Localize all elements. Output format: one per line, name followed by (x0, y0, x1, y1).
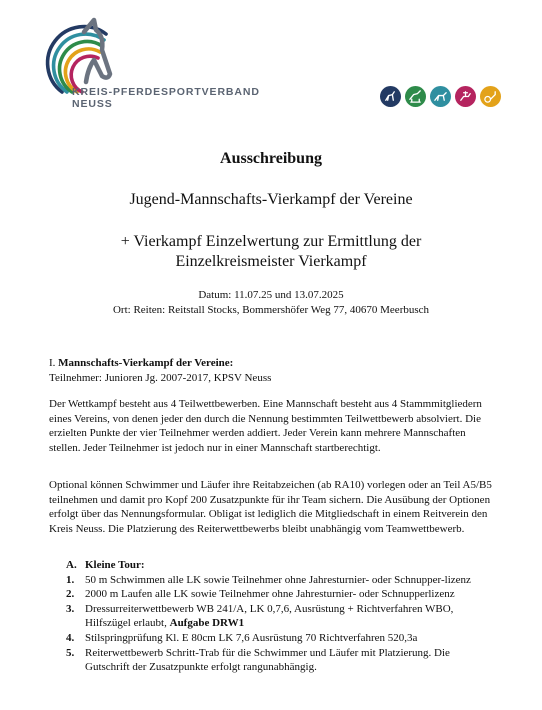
list-item (66, 602, 496, 631)
event-subtitle: Jugend-Mannschafts-Vierkampf der Vereine (129, 191, 413, 208)
list-number: 2. (66, 588, 75, 601)
list-item-text-plain: Dressurreiterwettbewerb WB 241/A, LK 0,7,6, Ausrüstung + Richtverfahren WBO, Hilfszügel erlaubt, (85, 602, 454, 630)
list-marker: A. (66, 559, 77, 571)
section-header (49, 356, 499, 385)
tour-list (66, 558, 496, 675)
vaulting-icon (455, 86, 476, 107)
org-name-line1: KREIS-PFERDESPORTVERBAND (72, 86, 260, 98)
discipline-icons (380, 86, 501, 107)
list-item-text: Stilspringprüfung Kl. E 80cm LK 7,6 Ausrüstung 70 Richtverfahren 520,3a (85, 631, 418, 644)
list-number: 3. (66, 602, 75, 615)
driving-icon (480, 86, 501, 107)
list-item (66, 573, 496, 588)
org-name-line2: NEUSS (72, 98, 113, 110)
dressage-icon (380, 86, 401, 107)
document-title: Ausschreibung (220, 150, 322, 167)
eventing-icon (430, 86, 451, 107)
list-number: 4. (66, 631, 75, 644)
event-date: Datum: 11.07.25 und 13.07.2025 (198, 289, 344, 301)
event-subtitle-secondary (0, 232, 542, 272)
list-item-text-bold: Aufgabe DRW1 (169, 617, 245, 630)
jumping-icon (405, 86, 426, 107)
event-meta (0, 288, 542, 318)
section-number: I. (49, 357, 59, 369)
list-item-text: Reiterwettbewerb Schritt-Trab für die Schwimmer und Läufer mit Platzierung. Die Gutschrift der Zusatzpunkte erfolgt rangunabhängig. (85, 646, 450, 674)
list-number: 1. (66, 573, 75, 586)
paragraph-text: Optional können Schwimmer und Läufer ihre Reitabzeichen (ab RA10) vorlegen oder an Teil A5/B5 teilnehmen und damit pro Kopf 200 Zusatzpunkte für ihr Team sichern. Die Ausübung der Optionen erfolgt über das Nennungsformular. Obligat ist lediglich die Mitgliedschaft in einem Reitverein den Kreis Neuss. Die Platzierung des Reiterwettbewerbs bleibt unabhängig vom Teamwettbewerb. (49, 479, 492, 535)
paragraph-rules (49, 397, 499, 455)
tour-heading-row (66, 558, 496, 573)
list-item-text: 2000 m Laufen alle LK sowie Teilnehmer ohne Jahresturnier- oder Schnupperlizenz (85, 588, 455, 601)
subtitle-line1: + Vierkampf Einzelwertung zur Ermittlung der (120, 233, 422, 250)
list-item (66, 631, 496, 646)
section-heading: Mannschafts-Vierkampf der Vereine: (58, 357, 234, 369)
paragraph-text: Der Wettkampf besteht aus 4 Teilwettbewerben. Eine Mannschaft besteht aus 4 Stammmitgliedern eines Vereins, von denen jeder den durch die Nennung bestimmten Teilwettbewerb absolviert. Die erzielten Punkte der vier Teilnehmer werden addiert. Jeder Verein kann mehrere Mannschaften stellen. Jeder Teilnehmer ist jedoch nur in einer Mannschaft startberechtigt. (49, 398, 482, 454)
tour-heading: Kleine Tour: (85, 559, 145, 571)
list-item-text: 50 m Schwimmen alle LK sowie Teilnehmer ohne Jahresturnier- oder Schnupper-lizenz (85, 573, 471, 586)
subtitle-line2: Einzelkreismeister Vierkampf (175, 253, 367, 270)
list-item (66, 587, 496, 602)
organization-name (72, 86, 260, 110)
list-item (66, 646, 496, 675)
event-location: Ort: Reiten: Reitstall Stocks, Bommershöfer Weg 77, 40670 Meerbusch (112, 304, 430, 316)
paragraph-options (49, 478, 499, 536)
participants-line: Teilnehmer: Junioren Jg. 2007-2017, KPSV Neuss (49, 371, 272, 384)
list-number: 5. (66, 646, 75, 659)
list-item-text (85, 602, 496, 631)
